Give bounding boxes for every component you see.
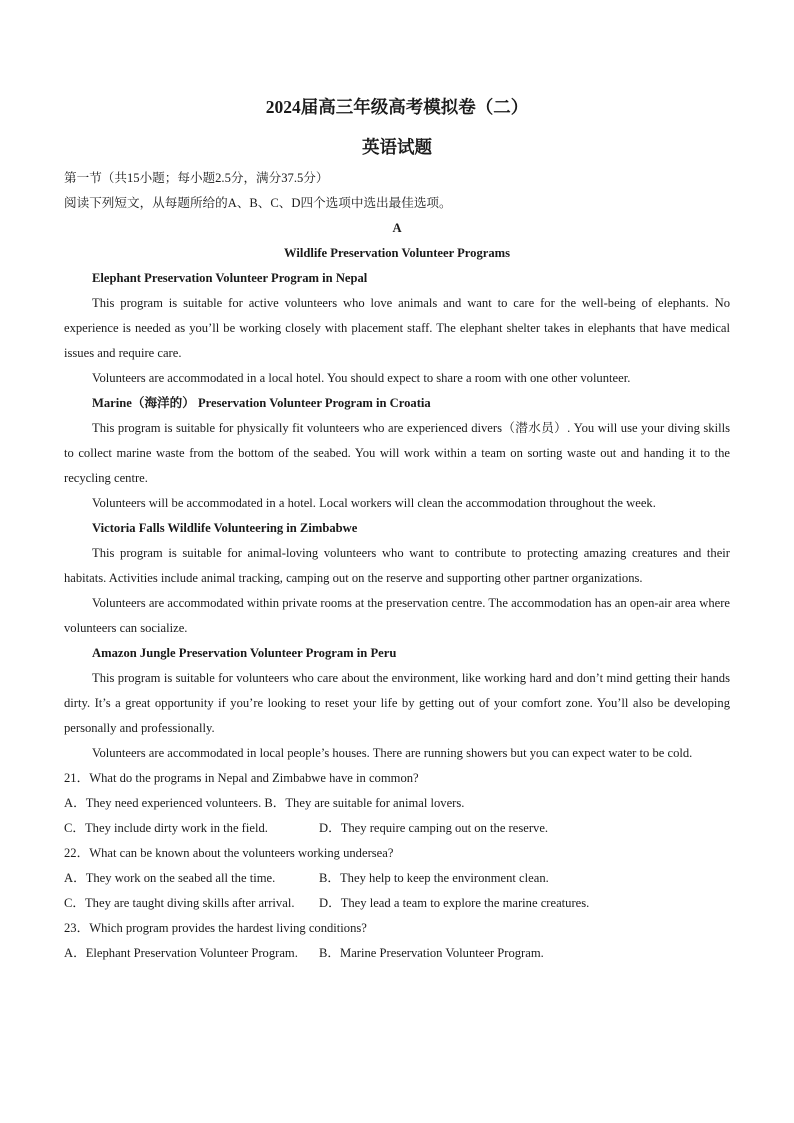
program-heading-peru: Amazon Jungle Preservation Volunteer Program in Peru bbox=[92, 646, 397, 660]
question-options-row bbox=[64, 816, 730, 841]
question-stem: 21．What do the programs in Nepal and Zimbabwe have in common? bbox=[64, 771, 419, 785]
question-stem: 23．Which program provides the hardest living conditions? bbox=[64, 921, 367, 935]
question-option: A．They need experienced volunteers. B．They are suitable for animal lovers. bbox=[64, 796, 465, 810]
exam-title: 2024届高三年级高考模拟卷（二） bbox=[265, 97, 529, 117]
question-option: C．They include dirty work in the field. bbox=[64, 821, 268, 835]
question-option: D．They lead a team to explore the marine creatures. bbox=[319, 896, 590, 910]
question-options-row bbox=[64, 866, 730, 891]
question-option: B．Marine Preservation Volunteer Program. bbox=[319, 946, 544, 960]
question-option: C．They are taught diving skills after arrival. bbox=[64, 896, 295, 910]
passage-title: Wildlife Preservation Volunteer Programs bbox=[283, 246, 511, 260]
question-option: A．They work on the seabed all the time. bbox=[64, 871, 276, 885]
program-accommodation-croatia: Volunteers will be accommodated in a hotel. Local workers will clean the accommodation throughout the week. bbox=[92, 496, 656, 510]
program-accommodation-zimbabwe: Volunteers are accommodated within private rooms at the preservation centre. The accommodation has an open-air area where volunteers can socialize. bbox=[64, 596, 730, 635]
program-description-nepal: This program is suitable for active volunteers who love animals and want to care for the well-being of elephants. No experience is needed as you’ll be working closely with placement staff. The elephant shelter takes in elephants that have medical issues and require care. bbox=[64, 296, 730, 360]
passage-label: A bbox=[392, 221, 402, 235]
question-option: D．They require camping out on the reserve. bbox=[319, 821, 549, 835]
program-heading-zimbabwe: Victoria Falls Wildlife Volunteering in Zimbabwe bbox=[92, 521, 358, 535]
question-options-row bbox=[64, 891, 730, 916]
program-description-peru: This program is suitable for volunteers who care about the environment, like working hard and don’t mind getting their hands dirty. It’s a great opportunity if you’re looking to reset your life by getting out of your comfort zone. You’ll also be developing personally and professionally. bbox=[64, 671, 730, 735]
program-description-croatia: This program is suitable for physically fit volunteers who are experienced divers（潜水员）. You will use your diving skills to collect marine waste from the bottom of the seabed. You will work within a team on sorting waste out and handing it to the recycling centre. bbox=[64, 421, 730, 485]
program-description-zimbabwe: This program is suitable for animal-loving volunteers who want to contribute to protecting amazing creatures and their habitats. Activities include animal tracking, camping out on the reserve and supporting other partner organizations. bbox=[64, 546, 730, 585]
program-accommodation-peru: Volunteers are accommodated in local people’s houses. There are running showers but you can expect water to be cold. bbox=[92, 746, 693, 760]
question-options-row bbox=[64, 941, 730, 966]
section-info: 第一节（共15小题；每小题2.5分，满分37.5分） bbox=[64, 171, 329, 185]
program-heading-croatia: Marine（海洋的） Preservation Volunteer Program in Croatia bbox=[92, 396, 431, 410]
question-option: B．They help to keep the environment clean. bbox=[319, 871, 549, 885]
subject-title: 英语试题 bbox=[362, 137, 432, 157]
question-option: A．Elephant Preservation Volunteer Program. bbox=[64, 946, 298, 960]
program-accommodation-nepal: Volunteers are accommodated in a local hotel. You should expect to share a room with one other volunteer. bbox=[92, 371, 631, 385]
section-instruction: 阅读下列短文，从每题所给的A、B、C、D四个选项中选出最佳选项。 bbox=[64, 196, 452, 210]
question-stem: 22．What can be known about the volunteers working undersea? bbox=[64, 846, 394, 860]
program-heading-nepal: Elephant Preservation Volunteer Program in Nepal bbox=[92, 271, 368, 285]
question-options-row bbox=[64, 791, 730, 816]
